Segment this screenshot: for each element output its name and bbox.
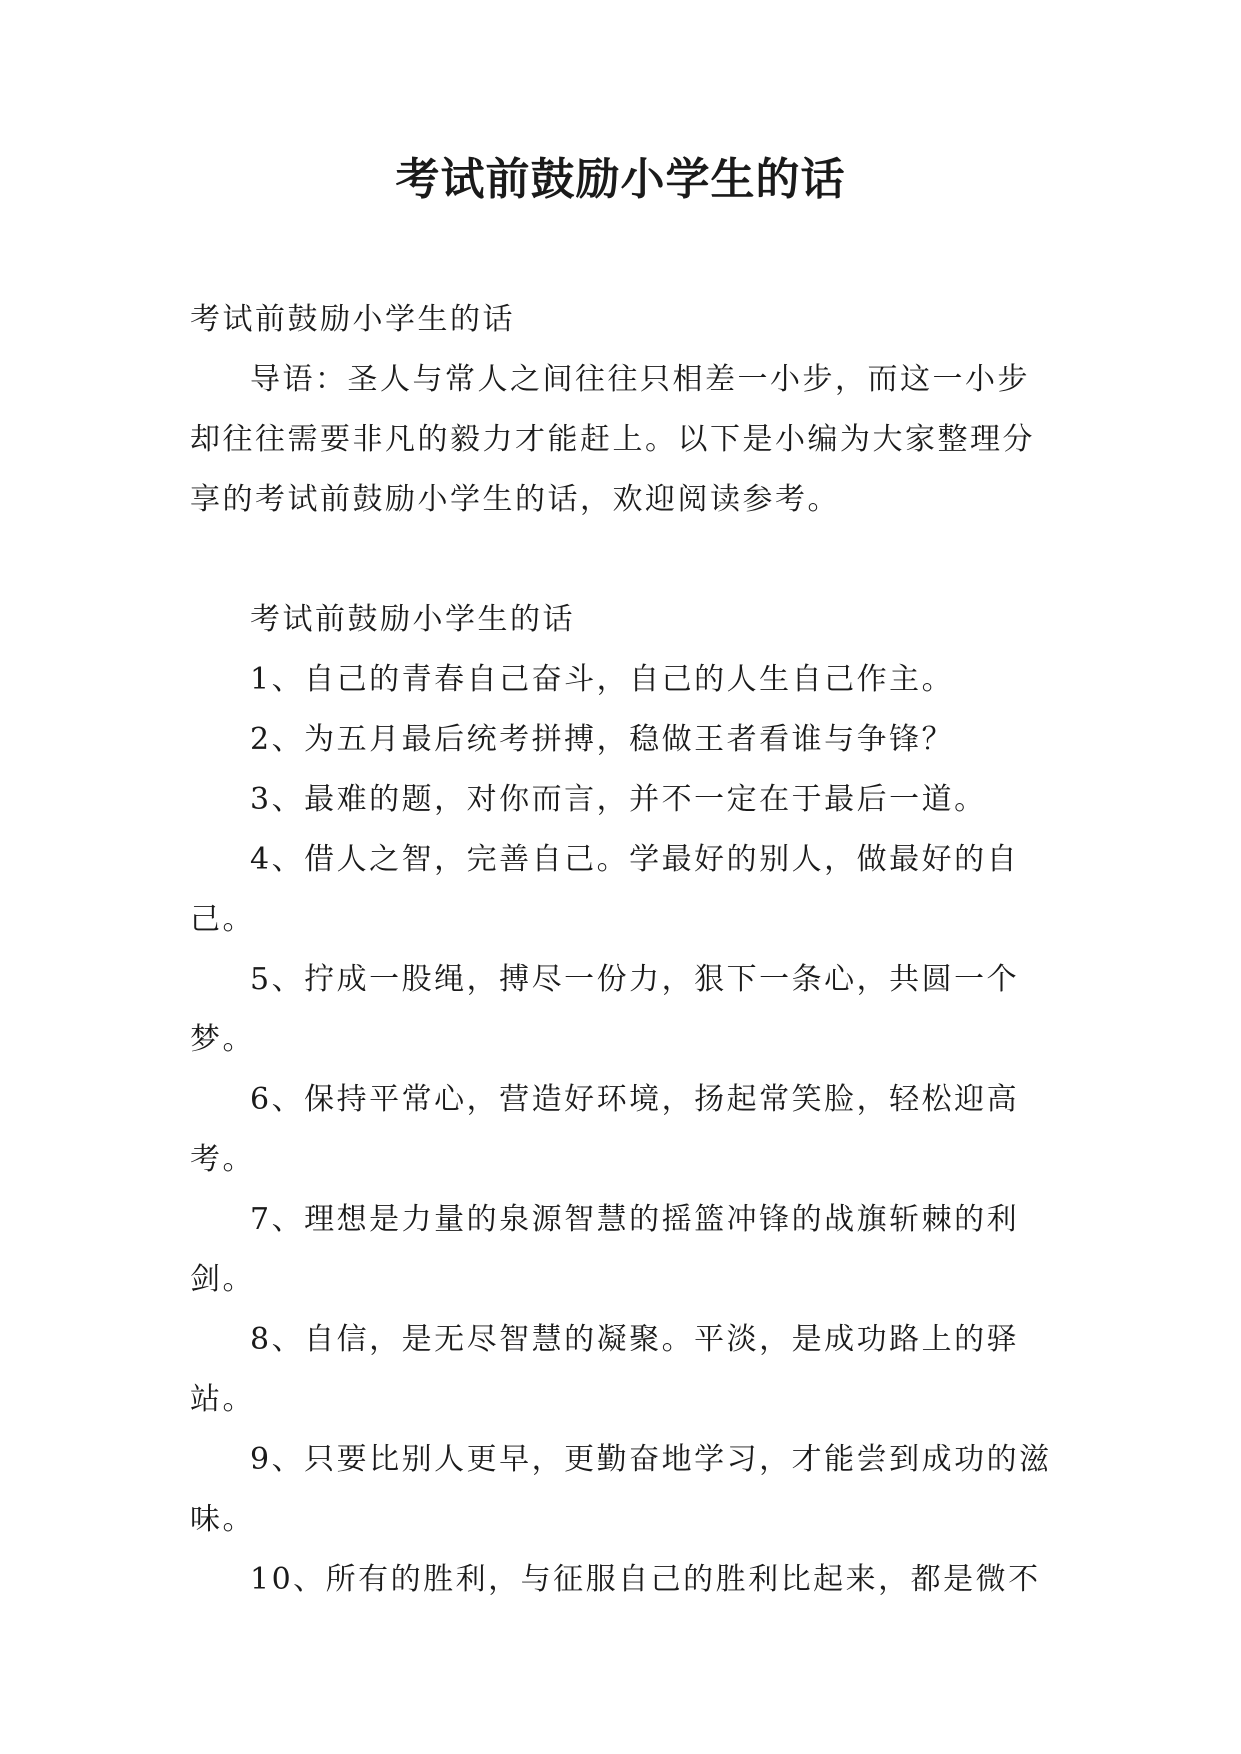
list-item: 1、自己的青春自己奋斗，自己的人生自己作主。 [250,662,955,697]
list-item: 10、所有的胜利，与征服自己的胜利比起来，都是微不 [250,1562,1041,1597]
document-title: 考试前鼓励小学生的话 [395,154,846,205]
list-item: 7、理想是力量的泉源智慧的摇篮冲锋的战旗斩棘的利剑。 [190,1202,1020,1297]
section-heading: 考试前鼓励小学生的话 [250,602,575,637]
list-item: 5、拧成一股绳，搏尽一份力，狠下一条心，共圆一个梦。 [190,962,1020,1057]
document-body [190,290,1052,1610]
list-item: 4、借人之智，完善自己。学最好的别人，做最好的自己。 [190,842,1020,937]
list-item: 8、自信，是无尽智慧的凝聚。平淡，是成功路上的驿站。 [190,1322,1020,1417]
list-item: 2、为五月最后统考拼搏，稳做王者看谁与争锋？ [250,722,955,757]
intro-paragraph: 导语：圣人与常人之间往往只相差一小步，而这一小步却往往需要非凡的毅力才能赶上。以下是小编为大家整理分享的考试前鼓励小学生的话，欢迎阅读参考。 [190,362,1035,517]
paragraph-spacer [190,530,1052,590]
list-item: 9、只要比别人更早，更勤奋地学习，才能尝到成功的滋味。 [190,1442,1052,1537]
list-item: 6、保持平常心，营造好环境，扬起常笑脸，轻松迎高考。 [190,1082,1020,1177]
document-subtitle: 考试前鼓励小学生的话 [190,302,515,337]
list-item: 3、最难的题，对你而言，并不一定在于最后一道。 [250,782,987,817]
